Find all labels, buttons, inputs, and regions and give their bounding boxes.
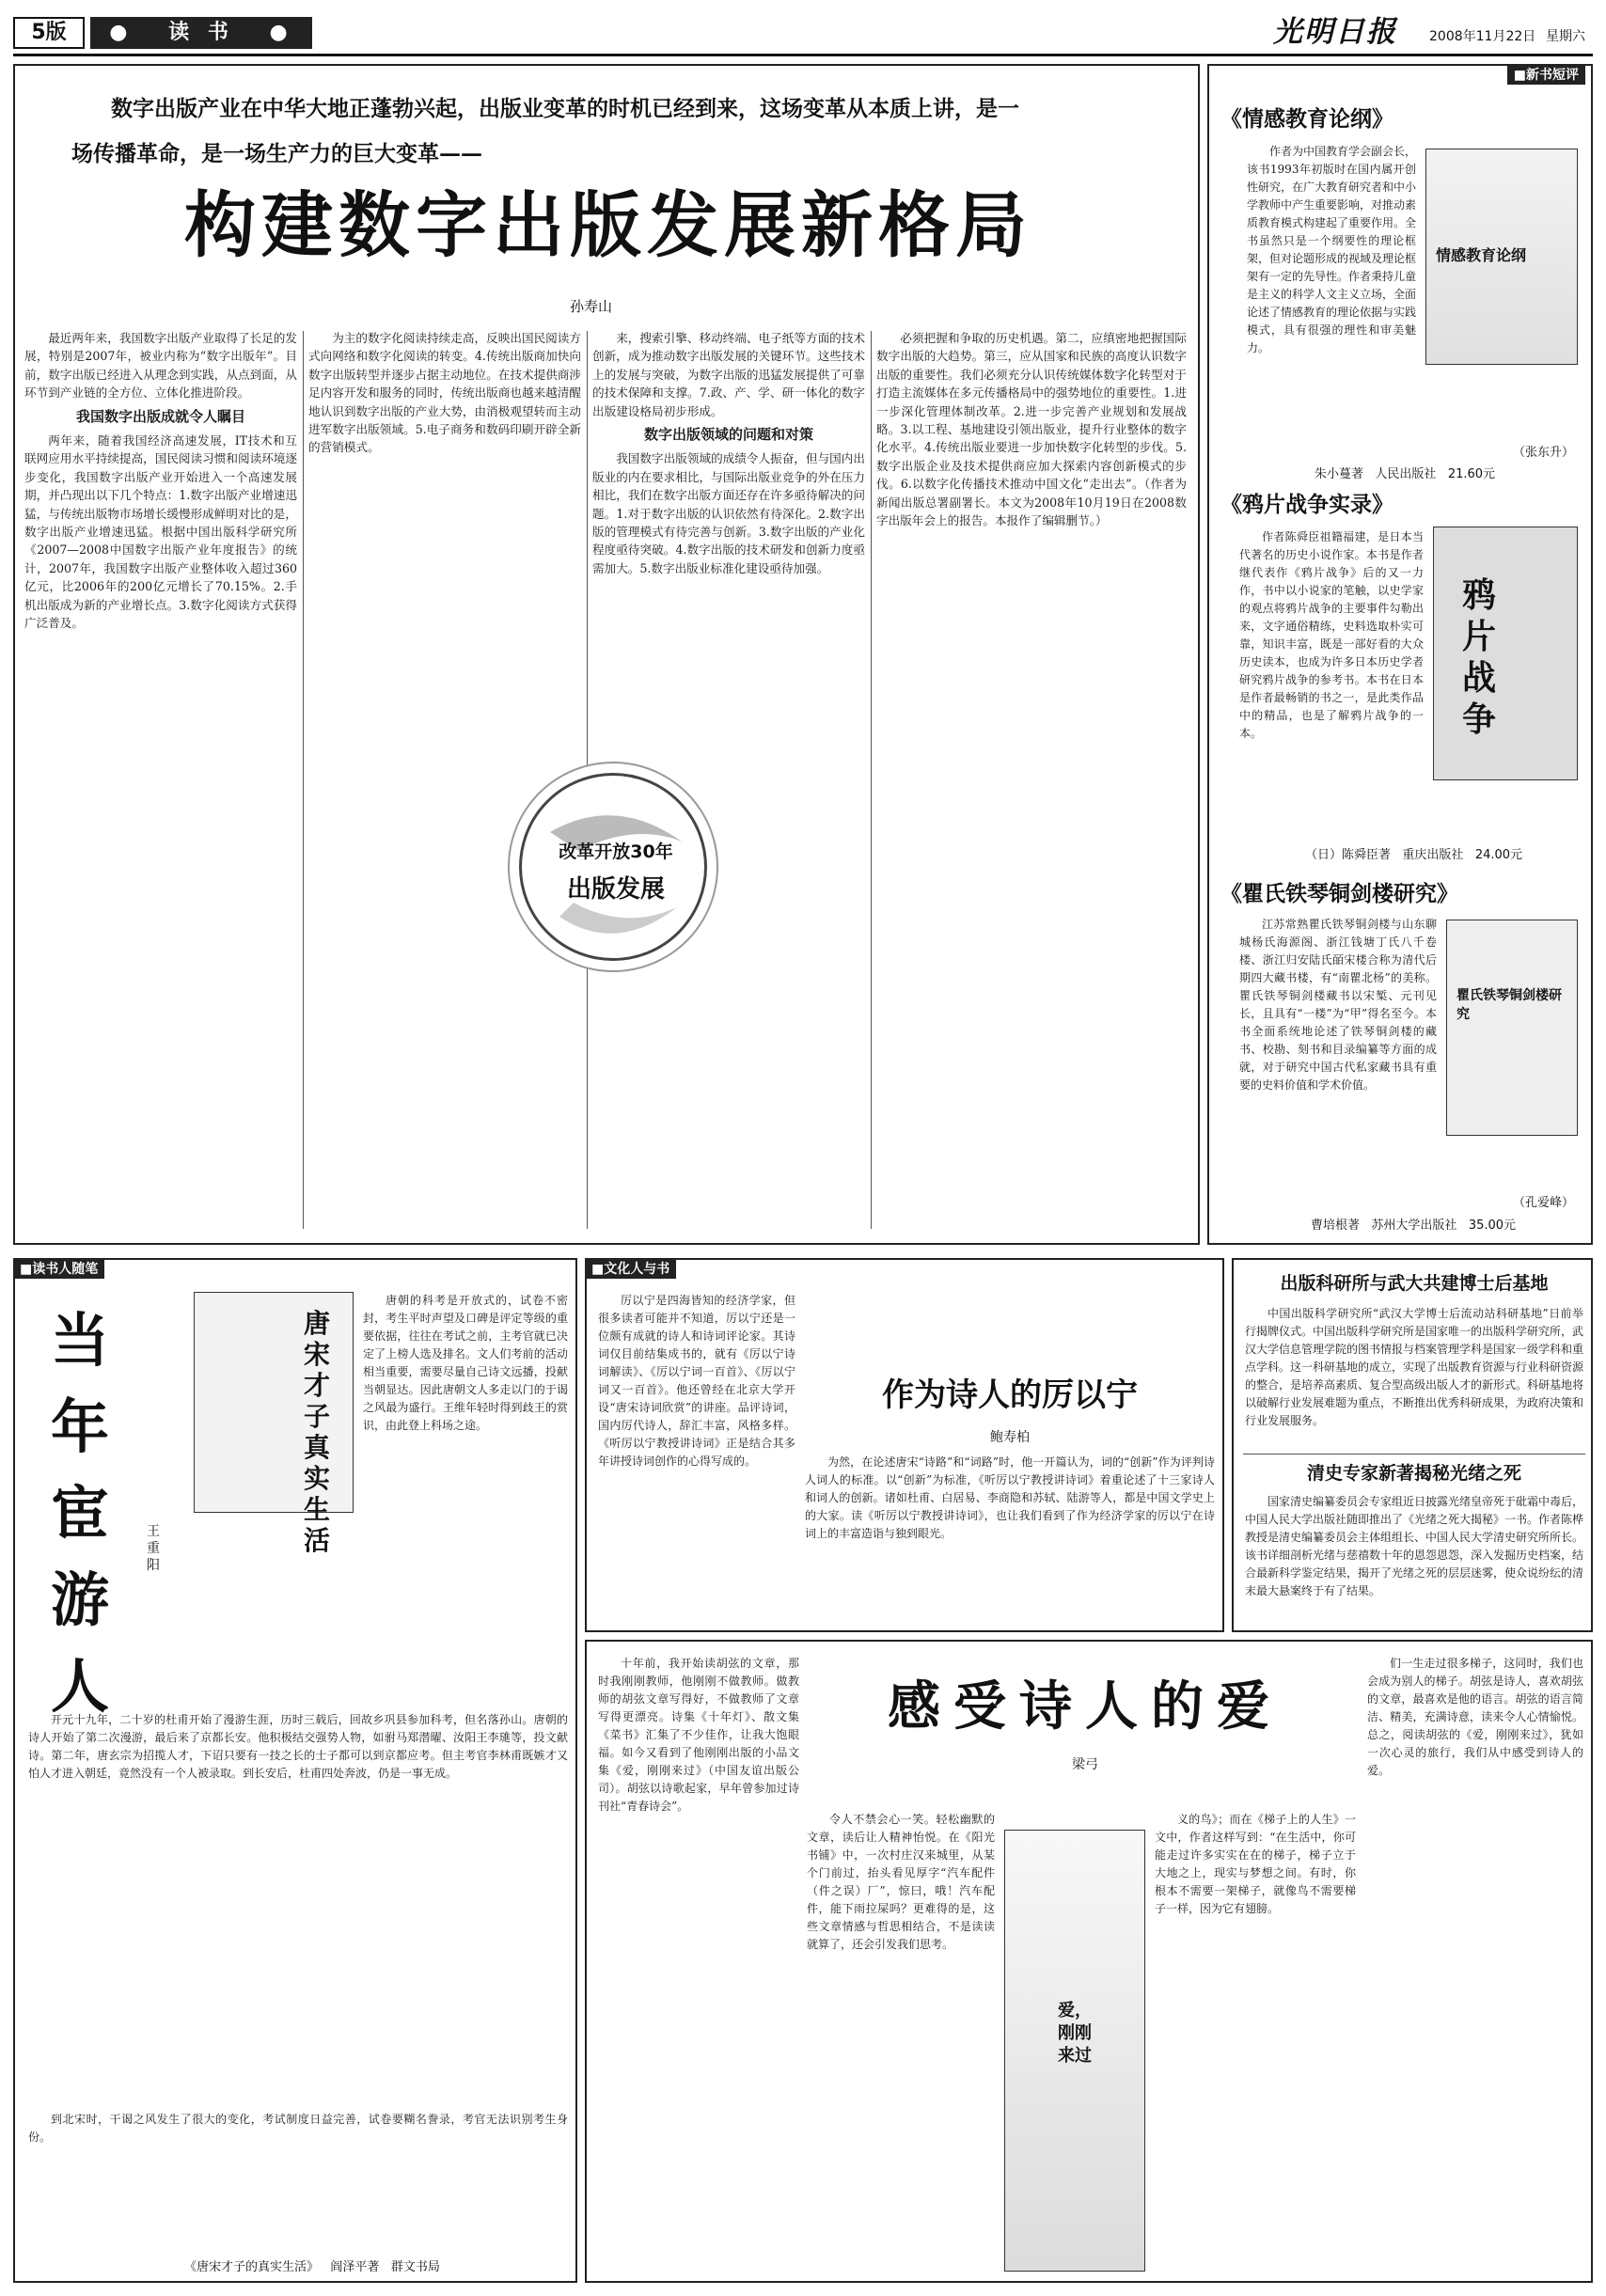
lead-col1-intro: 最近两年来，我国数字出版产业取得了长足的发展，特别是2007年，被业内称为“数字出版年”。目前，数字出版已经进入从理念到实践，从点到面，从环节到产业链的全方位、立体化推进阶段。: [24, 331, 297, 401]
news-briefs: [1232, 1258, 1593, 1632]
notes-headline: 当年宦游人: [51, 1306, 110, 1721]
new-books-tag: ■新书短评: [1507, 64, 1585, 85]
book-author: 朱小蔓著: [1315, 467, 1364, 481]
book-cover-title: 瞿氏铁琴铜剑楼研究: [1456, 988, 1562, 1022]
poet-book-cover: [1004, 1830, 1145, 2272]
lead-deck-line2: 场传播革命，是一场生产力的巨大变革——: [71, 141, 482, 166]
notes-caption-pub: 群文书局: [390, 2260, 440, 2274]
notes-body-mid: 开元十九年，二十岁的杜甫开始了漫游生涯，历时三载后，回故乡巩县参加科考，但名落孙山。唐朝的诗人开始了第二次漫游，最后来了京都长安。他积极结交强势人物，如驸马郑潜曜、汝阳王李璡等，投文献诗。第二年，唐玄宗为招揽人才，下诏只要有一技之长的士子都可以到京都应考。但主考官李林甫既嫉才又怕人才进入朝廷，竟然没有一个人被录取。到长安后，杜甫四处奔波，仍是一事无成。: [28, 1713, 568, 1780]
poet-body-2: 令人不禁会心一笑。轻松幽默的文章，读后让人精神怡悦。在《阳光书铺》中，一次村庄汉来城里，从某个门前过，抬头看见厚字“汽车配件（件之误）厂”，惊曰，哦！汽车配件，能下雨拉屎吗？更难得的是，这些文章情感与哲思相结合，不是读读就算了，还会引发我们思考。: [807, 1813, 995, 1951]
lead-deck: [71, 86, 1162, 177]
notes-caption-author: 阎泽平著: [330, 2260, 380, 2274]
people-body-left: 厉以宁是四海皆知的经济学家，但很多读者可能并不知道，厉以宁还是一位颇有成就的诗人和诗词评论家。其诗词仅目前结集成书的，就有《厉以宁诗词解读》、《厉以宁词一百首》、《厉以宁词又一百首》。他还曾经在北京大学开设“唐宋诗词欣赏”的讲座。品评诗词，国内厉代诗人，辞汇丰富，风格多样。《听厉以宁教授讲诗词》正是结合其多年讲授诗词创作的心得写成的。: [598, 1294, 795, 1468]
book-cover: [1446, 920, 1578, 1136]
book-author: 曹培根著: [1311, 1219, 1361, 1233]
lead-col-1: [24, 329, 297, 1232]
lead-article: [13, 64, 1200, 1245]
book-cover: [1425, 149, 1578, 365]
badge-line2: 出版发展: [566, 875, 665, 904]
people-body-right: 为然，在论述唐宋“诗路”和“词路”时，他一开篇认为，词的“创新”作为评判诗人词人的标准。以“创新”为标准，《听厉以宁教授讲诗词》着重论述了十三家诗人和词人的创新。诸如杜甫、白居易、李商隐和苏轼、陆游等人，都是中国文学史上的大家。读《听厉以宁教授讲诗词》，也让我们看到了作为经济学家的厉以宁在诗词上的丰富造诣与独到眼光。: [805, 1455, 1215, 1540]
anniversary-badge: [519, 773, 707, 961]
book-price: 21.60元: [1447, 467, 1496, 481]
book-price: 35.00元: [1468, 1219, 1517, 1233]
book-pub-info: [1305, 844, 1522, 862]
newspaper-logo: 光明日报: [1273, 15, 1397, 49]
notes-body-end: 到北宋时，干谒之风发生了很大的变化，考试制度日益完善，试卷要糊名誊录，考官无法识别考生身份。: [28, 2113, 568, 2144]
notes-author: 王重阳: [147, 1524, 160, 1573]
book-publisher: 重庆出版社: [1402, 848, 1464, 862]
lead-deck-line1: 数字出版产业在中华大地正蓬勃兴起，出版业变革的时机已经到来，这场变革从本质上讲，是一: [111, 96, 1019, 121]
news-item1-body: 中国出版科学研究所“武汉大学博士后流动站科研基地”日前举行揭牌仪式。中国出版科学研究所是国家唯一的出版科学研究所，武汉大学信息管理学院的图书情报与档案管理学科是国家一级学科和重点学科。这一科研基地的成立，实现了出版教育资源与行业科研资源的整合，是培养高素质、复合型高级出版人才的新形式。科研基地将以破解行业发展难题为重点，不断推出优秀科研成果，为政府决策和行业发展服务。: [1245, 1307, 1583, 1427]
book-review: [1220, 876, 1583, 1243]
people-headline: 作为诗人的厉以宁: [803, 1371, 1217, 1420]
poet-article: [585, 1640, 1593, 2283]
book-blurb: 作者陈舜臣祖籍福建，是日本当代著名的历史小说作家。本书是作者继代表作《鸦片战争》后的又一力作，书中以小说家的笔触，以史学家的观点将鸦片战争的主要事件勾勒出来，文字通俗精练，史料选取朴实可靠，知识丰富，既是一部好看的大众历史读本，也成为许多日本历史学者研究鸦片战争的参考书。本书在日本是作者最畅销的书之一，是此类作品中的精品，也是了解鸦片战争的一本。: [1239, 530, 1424, 740]
book-cover-title: 情感教育论纲: [1436, 246, 1527, 264]
book-pub-info: [1311, 1215, 1516, 1233]
col-divider: [303, 331, 304, 1229]
poet-body-3: 义的鸟》；而在《梯子上的人生》一文中，作者这样写到：“在生活中，你可能走过许多实实在在的梯子，梯子立于大地之上，现实与梦想之间。有时，你根本不需要一架梯子，就像鸟不需要梯子一样，因为它有翅膀。: [1155, 1813, 1356, 1915]
news-item1-title: 出版科研所与武大共建博士后基地: [1280, 1273, 1549, 1294]
lead-col1-body: 两年来，随着我国经济高速发展，IT技术和互联网应用水平持续提高，国民阅读习惯和阅读环境逐步变化，我国数字出版产业开始进入一个高速发展期，并凸现出以下几个特点：1.数字出版产业增速迅猛，与传统出版物市场增长缓慢形成鲜明对比的是，数字出版产业增速迅猛。根据中国出版科学研究所《2007—2008中国数字出版产业年度报告》的统计，2007年，我国数字出版产业整体收入超过360亿元，比2006年的200亿元增长了70.15%。2.手机出版成为新的产业增长点。3.数字化阅读方式获得广泛普及。: [24, 433, 297, 631]
page-number: 5版: [13, 17, 85, 49]
book-blurb: 江苏常熟瞿氏铁琴铜剑楼与山东聊城杨氏海源阁、浙江钱塘丁氏八千卷楼、浙江归安陆氏皕宋楼合称为清代后期四大藏书楼，有“南瞿北杨”的美称。瞿氏铁琴铜剑楼藏书以宋椠、元刊见长，且具有“一楼”为“甲”得名至今。本书全面系统地论述了铁琴铜剑楼的藏书、校勘、刻书和目录编纂等方面的成就，对于研究中国古代私家藏书具有重要的史料价值和学术价值。: [1239, 918, 1437, 1092]
lead-col3b-body: 我国数字出版领域的成绩令人振奋，但与国内出版业的内在要求相比，与国际出版业竞争的外在压力相比，我们在数字出版方面还存在许多亟待解决的问题。1.对于数字出版的认识依然有待深化。2.数字出版的管理模式有待完善与创新。3.数字出版的产业化程度亟待突破。4.数字出版的技术研发和创新力度亟需加大。5.数字出版业标准化建设亟待加强。: [592, 451, 865, 575]
book-pub-info: [1315, 464, 1495, 481]
book-review: [1220, 487, 1583, 882]
book-reviewer: （张东升）: [1512, 446, 1574, 460]
lead-subhead-2: 数字出版领域的问题和对策: [643, 426, 813, 444]
poet-headline: 感受诗人的爱: [888, 1676, 1283, 1738]
book-title: 《瞿氏铁琴铜剑楼研究》: [1220, 882, 1458, 906]
book-author: （日）陈舜臣著: [1305, 848, 1392, 862]
news-item2-title: 清史专家新著揭秘光绪之死: [1306, 1463, 1521, 1484]
new-books-column: [1207, 64, 1593, 1245]
issue-date: 2008年11月22日: [1429, 29, 1536, 44]
notes-cover-title: 唐宋才子真实生活: [304, 1308, 331, 1556]
section-label: [90, 17, 312, 49]
lead-headline: 构建数字出版发展新格局: [184, 183, 1032, 267]
poet-body-1: 十年前，我开始读胡弦的文章，那时我刚刚教师，他刚刚不做教师。做教师的胡弦文章写得好，不做教师了文章写得更漂亮。诗集《十年灯》、散文集《菜书》汇集了不少佳作，让我大饱眼福。如今又看到了他刚刚出版的小品文集《爱，刚刚来过》（中国友谊出版公司）。胡弦以诗歌起家，早年曾参加过诗刊社“青春诗会”。: [598, 1657, 799, 1813]
poet-body-4: 们一生走过很多梯子，这同时，我们也会成为别人的梯子。胡弦是诗人，喜欢胡弦的文章，最喜欢是他的语言。胡弦的语言简洁、精美，充满诗意，读来令人心情愉悦。总之，阅读胡弦的《爱，刚刚来过》，犹如一次心灵的旅行，我们从中感受到诗人的爱。: [1367, 1657, 1583, 1777]
badge-line1: 改革开放30年: [559, 841, 673, 862]
culture-people-tag: ■文化人与书: [585, 1258, 676, 1279]
section-dot-left: ●: [109, 21, 134, 44]
lead-col-4: [876, 329, 1187, 1232]
poet-cover-title: 爱，刚刚来过: [1058, 2001, 1092, 2066]
lead-subhead-1: 我国数字出版成就令人瞩目: [75, 407, 245, 425]
book-cover-title: 鸦片战争: [1462, 575, 1497, 739]
notes-caption: [184, 2257, 440, 2274]
book-cover: [1433, 527, 1578, 780]
lead-col4-body: 必须把握和争取的历史机遇。第二，应缜密地把握国际数字出版的大趋势。第三，应从国家和民族的高度认识数字出版的重要性。我们必须充分认识传统媒体数字化转型对于打造主流媒体在多元传播格局中的强势地位的重要性。1.进一步深化管理体制改革。2.进一步完善产业规划和发展战略。3.以工程、基地建设引领出版业，提升行业整体的数字化水平。4.传统出版业要进一步加快数字化转型的步伐。5.数字出版企业及技术提供商应加大探索内容创新模式的步伐。6.以数字化传播技术推动中国文化“走出去”。（作者为新闻出版总署副署长。本文为2008年10月19日在2008数字出版年会上的报告。本报作了编辑删节。）: [876, 331, 1187, 528]
issue-weekday: 星期六: [1546, 29, 1585, 44]
notes-body-top: 唐朝的科考是开放式的，试卷不密封，考生平时声望及口碑是评定等级的重要依据，往往在考试之前，主考官就已决定了上榜人选及排名。文人们考前的活动相当重要，需要尽量自己诗文远播，投献当朝显达。因此唐朝文人多走以门的于谒之风最为盛行。王维年轻时得到歧王的赏识，由此登上科场之途。: [363, 1294, 568, 1432]
notes-book-cover: [194, 1292, 354, 1556]
poet-byline: 梁弓: [1072, 1757, 1098, 1772]
book-review: [1220, 102, 1583, 487]
people-byline: 鲍寿柏: [990, 1430, 1030, 1445]
section-title: 读 书: [168, 21, 234, 44]
masthead: [13, 13, 1593, 56]
book-title: 《情感教育论纲》: [1220, 107, 1393, 132]
reading-notes: [13, 1258, 577, 2283]
col-divider: [871, 331, 872, 1229]
section-dot-right: ●: [269, 21, 293, 44]
notes-caption-title: 《唐宋才子的真实生活》: [184, 2260, 320, 2274]
culture-people: [585, 1258, 1224, 1632]
lead-col3-body: 来，搜索引擎、移动终端、电子纸等方面的技术创新，成为推动数字出版发展的关键环节。这些技术上的发展与突破，为数字出版的迅猛发展提供了可靠的技术保障和支撑。7.政、产、学、研一体化的数字出版建设格局初步形成。: [592, 331, 865, 418]
book-title: 《鸦片战争实录》: [1220, 493, 1393, 517]
book-blurb: 作者为中国教育学会副会长，该书1993年初版时在国内属开创性研究，在广大教育研究者和中小学教师中产生重要影响，对推动素质教育模式构建起了重要作用。全书虽然只是一个纲要性的理论框架，但对论题形成的视域及理论框架有一定的先导性。作者秉持儿童是主义的科学人文主义立场，全面论述了情感教育的理论依据与实践模式，具有很强的理性和审美魅力。: [1247, 145, 1416, 354]
book-reviewer: （孔爱峰）: [1512, 1196, 1574, 1210]
news-item2-body: 国家清史编纂委员会专家组近日披露光绪皇帝死于砒霜中毒后，中国人民大学出版社随即推出了《光绪之死大揭秘》一书。作者陈桦教授是清史编纂委员会主体组组长、中国人民大学清史研究所所长。该书详细剖析光绪与慈禧数十年的恩怨恩怨，深入发掘历史档案，结合最新科学鉴定结果，揭开了光绪之死的层层迷雾，使众说纷纭的清末最大悬案终于有了结果。: [1245, 1495, 1583, 1597]
news-divider: [1243, 1454, 1585, 1455]
book-publisher: 苏州大学出版社: [1371, 1219, 1457, 1233]
lead-col2-body: 为主的数字化阅读持续走高，反映出国民阅读方式向网络和数字化阅读的转变。4.传统出版商加快向数字出版转型并逐步占据主动地位。在技术提供商涉足内容开发和服务的同时，传统出版商也越来越清醒地认识到数字出版的产业大势，由消极观望转而主动进军数字出版领域。5.电子商务和数码印刷开辟全新的营销模式。: [308, 331, 581, 455]
book-price: 24.00元: [1474, 848, 1523, 862]
book-publisher: 人民出版社: [1375, 467, 1437, 481]
lead-byline: 孙寿山: [570, 298, 613, 315]
reading-notes-tag: ■读书人随笔: [13, 1258, 104, 1279]
